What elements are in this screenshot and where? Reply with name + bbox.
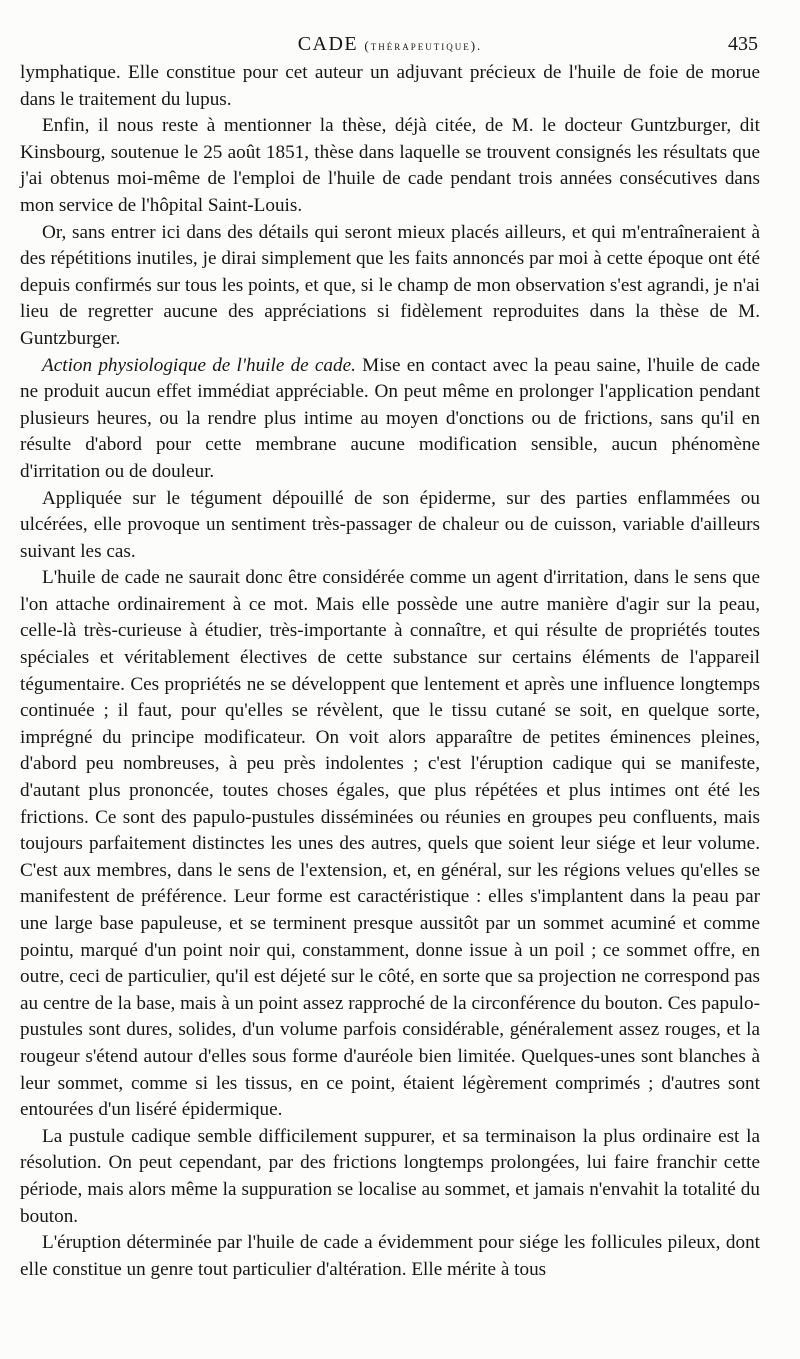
section-lead-in: Action physiologique de l'huile de cade. [42,354,356,376]
paragraph-text: L'huile de cade ne saurait donc être considérée comme un agent d'irritation, dans le sens que l'on attache ordinairement à ce mot. Mais elle possède une autre manière d'agir sur la peau, celle-là très-curieuse à étudier, très-importante à connaître, et qui résulte de propriétés toutes spéciales et véritablement électives de cette substance sur certains éléments de l'appareil tégumentaire. Ces propriétés ne se développent que lentement et après une influence longtemps continuée ; il faut, pour qu'elles se révèlent, que le tissu cutané se soit, en quelque sorte, imprégné du principe modificateur. On voit alors apparaître de petites éminences pleines, d'abord peu nombreuses, à peu près indolentes ; c'est l'éruption cadique qui se manifeste, d'autant plus prononcée, toutes choses égales, que plus répétées et plus intimes ont été les frictions. Ce sont des papulo-pustules disséminées ou réunies en groupes peu confluents, mais toujours parfaitement distinctes les unes des autres, quels que soient leur siége et leur volume. C'est aux membres, dans le sens de l'extension, et, en général, sur les régions velues qu'elles se manifestent de préférence. Leur forme est caractéristique : elles s'implantent dans la peau par une large base papuleuse, et se terminent presque aussitôt par un sommet acuminé et comme pointu, marqué d'un point noir qui, constamment, donne issue à un poil ; ce sommet offre, en outre, ceci de particulier, qu'il est déjeté sur le côté, en sorte que sa projection ne correspond pas au centre de la base, mais à un point assez rapproché de la circonférence du bouton. Ces papulo-pustules sont dures, solides, d'un volume parfois considérable, généralement assez rouges, et la rougeur s'étend autour d'elles sous forme d'auréole bien limitée. Quelques-unes sont blanches à leur sommet, comme si les tissus, en ce point, étaient légèrement comprimés ; d'autres sont entourées d'un liséré épidermique. [20,567,760,1121]
page-number: 435 [728,33,758,55]
header-title-main: CADE [297,33,359,55]
paragraph [20,1230,760,1283]
paragraph [20,113,760,219]
paragraph [20,60,760,113]
paragraph-text: Appliquée sur le tégument dépouillé de son épiderme, sur des parties enflammées ou ulcérées, elle provoque un sentiment très-passager de chaleur ou de cuisson, variable d'ailleurs suivant les cas. [20,487,760,562]
paragraph [20,353,760,486]
paragraph-text: La pustule cadique semble difficilement suppurer, et sa terminaison la plus ordinaire est la résolution. On peut cependant, par des frictions longtemps prolongées, lui faire franchir cette période, mais alors même la suppuration se localise au sommet, et jamais n'envahit la totalité du bouton. [20,1125,760,1227]
page-header-title [20,30,760,60]
book-page [20,30,760,1283]
paragraph [20,1124,760,1230]
paragraph-text: Mise en contact avec la peau saine, l'huile de cade ne produit aucun effet immédiat appréciable. On peut même en prolonger l'application pendant plusieurs heures, ou la rendre plus intime au moyen d'onctions ou de frictions, sans qu'il en résulte d'abord pour cette membrane aucune modification sensible, aucun phénomène d'irritation ou de douleur. [20,354,760,482]
paragraph-text: lymphatique. Elle constitue pour cet auteur un adjuvant précieux de l'huile de foie de morue dans le traitement du lupus. [20,62,760,110]
paragraph-text: Enfin, il nous reste à mentionner la thèse, déjà citée, de M. le docteur Guntzburger, dit Kinsbourg, soutenue le 25 août 1851, thèse dans laquelle se trouvent consignés les résultats que j'ai obtenus moi-même de l'emploi de l'huile de cade pendant trois années consécutives dans mon service de l'hôpital Saint-Louis. [20,115,760,216]
body-text [20,60,760,1283]
paragraph [20,220,760,353]
paragraph-text: Or, sans entrer ici dans des détails qui seront mieux placés ailleurs, et qui m'entraîneraient à des répétitions inutiles, je dirai simplement que les faits annoncés par moi à cette époque ont été depuis confirmés sur tous les points, et que, si le champ de mon observation s'est agrandi, je n'ai lieu de regretter aucune des appréciations si fidèlement reproduites dans la thèse de M. Guntzburger. [20,221,760,349]
paragraph [20,565,760,1123]
paragraph-text: L'éruption déterminée par l'huile de cade a évidemment pour siége les follicules pileux, dont elle constitue un genre tout particulier d'altération. Elle mérite à tous [20,1232,760,1280]
running-head [20,30,760,58]
paragraph [20,486,760,566]
header-title-sub: (thérapeutique). [364,38,483,53]
